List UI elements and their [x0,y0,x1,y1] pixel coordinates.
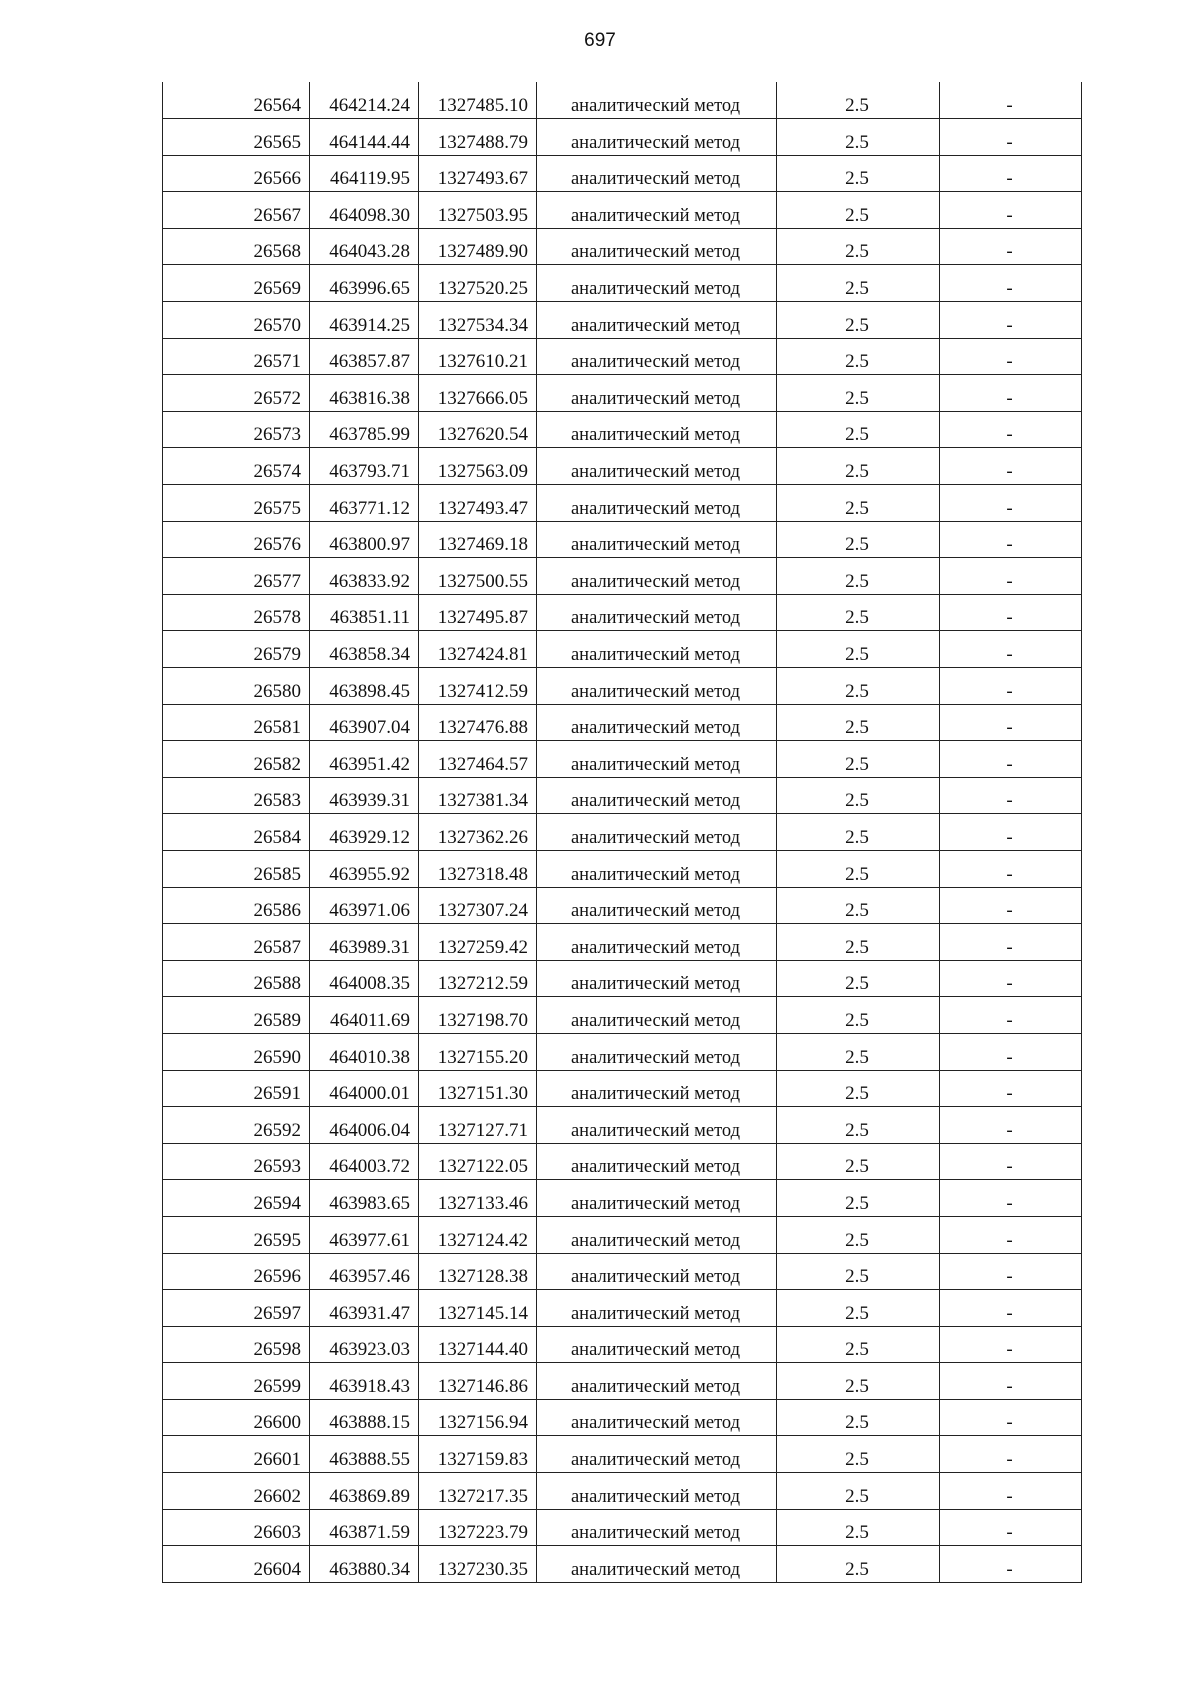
method-cell: аналитический метод [537,1326,777,1363]
method-cell: аналитический метод [537,155,777,192]
point-number-cell: 26580 [163,668,310,705]
note-cell: - [940,1143,1082,1180]
point-number-cell: 26564 [163,82,310,119]
x-coordinate-cell: 463939.31 [310,777,419,814]
x-coordinate-cell: 463888.15 [310,1399,419,1436]
table-row [163,1143,1082,1180]
table-row [163,668,1082,705]
method-cell: аналитический метод [537,814,777,851]
x-coordinate-cell: 464214.24 [310,82,419,119]
x-coordinate-cell: 464010.38 [310,1033,419,1070]
table-row [163,411,1082,448]
x-coordinate-cell: 463971.06 [310,887,419,924]
note-cell: - [940,1363,1082,1400]
accuracy-cell: 2.5 [777,850,940,887]
point-number-cell: 26598 [163,1326,310,1363]
table-row [163,1399,1082,1436]
point-number-cell: 26586 [163,887,310,924]
y-coordinate-cell: 1327230.35 [419,1546,537,1583]
table-row [163,777,1082,814]
accuracy-cell: 2.5 [777,960,940,997]
method-cell: аналитический метод [537,82,777,119]
point-number-cell: 26567 [163,192,310,229]
method-cell: аналитический метод [537,228,777,265]
y-coordinate-cell: 1327424.81 [419,631,537,668]
method-cell: аналитический метод [537,631,777,668]
point-number-cell: 26596 [163,1253,310,1290]
x-coordinate-cell: 463898.45 [310,668,419,705]
table-row [163,192,1082,229]
x-coordinate-cell: 463977.61 [310,1216,419,1253]
point-number-cell: 26590 [163,1033,310,1070]
x-coordinate-cell: 464006.04 [310,1107,419,1144]
point-number-cell: 26581 [163,704,310,741]
accuracy-cell: 2.5 [777,558,940,595]
accuracy-cell: 2.5 [777,814,940,851]
x-coordinate-cell: 464043.28 [310,228,419,265]
point-number-cell: 26591 [163,1070,310,1107]
note-cell: - [940,228,1082,265]
y-coordinate-cell: 1327362.26 [419,814,537,851]
point-number-cell: 26582 [163,741,310,778]
note-cell: - [940,887,1082,924]
y-coordinate-cell: 1327318.48 [419,850,537,887]
note-cell: - [940,924,1082,961]
y-coordinate-cell: 1327381.34 [419,777,537,814]
x-coordinate-cell: 463983.65 [310,1180,419,1217]
x-coordinate-cell: 463957.46 [310,1253,419,1290]
accuracy-cell: 2.5 [777,997,940,1034]
y-coordinate-cell: 1327223.79 [419,1509,537,1546]
table-row [163,1290,1082,1327]
method-cell: аналитический метод [537,558,777,595]
y-coordinate-cell: 1327156.94 [419,1399,537,1436]
accuracy-cell: 2.5 [777,1180,940,1217]
method-cell: аналитический метод [537,1253,777,1290]
table-row [163,741,1082,778]
note-cell: - [940,850,1082,887]
method-cell: аналитический метод [537,338,777,375]
accuracy-cell: 2.5 [777,668,940,705]
x-coordinate-cell: 464003.72 [310,1143,419,1180]
y-coordinate-cell: 1327620.54 [419,411,537,448]
y-coordinate-cell: 1327217.35 [419,1473,537,1510]
y-coordinate-cell: 1327198.70 [419,997,537,1034]
table-row [163,1326,1082,1363]
note-cell: - [940,814,1082,851]
method-cell: аналитический метод [537,1436,777,1473]
x-coordinate-cell: 464011.69 [310,997,419,1034]
note-cell: - [940,265,1082,302]
accuracy-cell: 2.5 [777,1399,940,1436]
y-coordinate-cell: 1327212.59 [419,960,537,997]
x-coordinate-cell: 463785.99 [310,411,419,448]
accuracy-cell: 2.5 [777,228,940,265]
point-number-cell: 26575 [163,485,310,522]
table-row [163,155,1082,192]
method-cell: аналитический метод [537,1107,777,1144]
note-cell: - [940,1290,1082,1327]
y-coordinate-cell: 1327610.21 [419,338,537,375]
note-cell: - [940,1546,1082,1583]
point-number-cell: 26602 [163,1473,310,1510]
accuracy-cell: 2.5 [777,192,940,229]
y-coordinate-cell: 1327666.05 [419,375,537,412]
method-cell: аналитический метод [537,1546,777,1583]
point-number-cell: 26571 [163,338,310,375]
y-coordinate-cell: 1327464.57 [419,741,537,778]
accuracy-cell: 2.5 [777,631,940,668]
table-row [163,997,1082,1034]
point-number-cell: 26579 [163,631,310,668]
y-coordinate-cell: 1327127.71 [419,1107,537,1144]
accuracy-cell: 2.5 [777,1070,940,1107]
method-cell: аналитический метод [537,850,777,887]
accuracy-cell: 2.5 [777,265,940,302]
point-number-cell: 26566 [163,155,310,192]
x-coordinate-cell: 463914.25 [310,302,419,339]
y-coordinate-cell: 1327133.46 [419,1180,537,1217]
method-cell: аналитический метод [537,960,777,997]
y-coordinate-cell: 1327412.59 [419,668,537,705]
note-cell: - [940,668,1082,705]
accuracy-cell: 2.5 [777,1143,940,1180]
accuracy-cell: 2.5 [777,1107,940,1144]
note-cell: - [940,119,1082,156]
accuracy-cell: 2.5 [777,1326,940,1363]
x-coordinate-cell: 463858.34 [310,631,419,668]
y-coordinate-cell: 1327159.83 [419,1436,537,1473]
y-coordinate-cell: 1327485.10 [419,82,537,119]
method-cell: аналитический метод [537,411,777,448]
y-coordinate-cell: 1327151.30 [419,1070,537,1107]
accuracy-cell: 2.5 [777,1363,940,1400]
x-coordinate-cell: 463869.89 [310,1473,419,1510]
table-row [163,228,1082,265]
note-cell: - [940,338,1082,375]
point-number-cell: 26569 [163,265,310,302]
x-coordinate-cell: 463996.65 [310,265,419,302]
note-cell: - [940,192,1082,229]
table-row [163,1070,1082,1107]
accuracy-cell: 2.5 [777,704,940,741]
accuracy-cell: 2.5 [777,1290,940,1327]
method-cell: аналитический метод [537,1399,777,1436]
x-coordinate-cell: 463880.34 [310,1546,419,1583]
point-number-cell: 26604 [163,1546,310,1583]
x-coordinate-cell: 463851.11 [310,594,419,631]
y-coordinate-cell: 1327469.18 [419,521,537,558]
accuracy-cell: 2.5 [777,1033,940,1070]
note-cell: - [940,558,1082,595]
note-cell: - [940,1107,1082,1144]
table-row [163,924,1082,961]
x-coordinate-cell: 463989.31 [310,924,419,961]
note-cell: - [940,521,1082,558]
table-row [163,82,1082,119]
table-row [163,448,1082,485]
method-cell: аналитический метод [537,485,777,522]
note-cell: - [940,777,1082,814]
y-coordinate-cell: 1327488.79 [419,119,537,156]
table-body [163,82,1082,1582]
x-coordinate-cell: 463931.47 [310,1290,419,1327]
table-row [163,1216,1082,1253]
accuracy-cell: 2.5 [777,521,940,558]
x-coordinate-cell: 463929.12 [310,814,419,851]
table-row [163,521,1082,558]
y-coordinate-cell: 1327563.09 [419,448,537,485]
method-cell: аналитический метод [537,1033,777,1070]
table-row [163,338,1082,375]
note-cell: - [940,1326,1082,1363]
x-coordinate-cell: 463955.92 [310,850,419,887]
method-cell: аналитический метод [537,1290,777,1327]
x-coordinate-cell: 463923.03 [310,1326,419,1363]
x-coordinate-cell: 463951.42 [310,741,419,778]
y-coordinate-cell: 1327145.14 [419,1290,537,1327]
note-cell: - [940,997,1082,1034]
x-coordinate-cell: 463771.12 [310,485,419,522]
method-cell: аналитический метод [537,521,777,558]
y-coordinate-cell: 1327493.67 [419,155,537,192]
x-coordinate-cell: 464098.30 [310,192,419,229]
y-coordinate-cell: 1327144.40 [419,1326,537,1363]
point-number-cell: 26603 [163,1509,310,1546]
method-cell: аналитический метод [537,704,777,741]
y-coordinate-cell: 1327128.38 [419,1253,537,1290]
table-row [163,1436,1082,1473]
point-number-cell: 26565 [163,119,310,156]
y-coordinate-cell: 1327489.90 [419,228,537,265]
note-cell: - [940,82,1082,119]
method-cell: аналитический метод [537,375,777,412]
note-cell: - [940,1216,1082,1253]
y-coordinate-cell: 1327493.47 [419,485,537,522]
x-coordinate-cell: 464008.35 [310,960,419,997]
note-cell: - [940,375,1082,412]
method-cell: аналитический метод [537,1473,777,1510]
accuracy-cell: 2.5 [777,411,940,448]
table-row [163,485,1082,522]
point-number-cell: 26577 [163,558,310,595]
method-cell: аналитический метод [537,997,777,1034]
y-coordinate-cell: 1327500.55 [419,558,537,595]
point-number-cell: 26576 [163,521,310,558]
note-cell: - [940,1253,1082,1290]
note-cell: - [940,1473,1082,1510]
table-row [163,850,1082,887]
point-number-cell: 26583 [163,777,310,814]
x-coordinate-cell: 463918.43 [310,1363,419,1400]
accuracy-cell: 2.5 [777,485,940,522]
accuracy-cell: 2.5 [777,155,940,192]
point-number-cell: 26573 [163,411,310,448]
accuracy-cell: 2.5 [777,302,940,339]
method-cell: аналитический метод [537,1509,777,1546]
point-number-cell: 26600 [163,1399,310,1436]
table-row [163,704,1082,741]
point-number-cell: 26570 [163,302,310,339]
table-row [163,1509,1082,1546]
table-row [163,1363,1082,1400]
note-cell: - [940,704,1082,741]
x-coordinate-cell: 463907.04 [310,704,419,741]
note-cell: - [940,1033,1082,1070]
method-cell: аналитический метод [537,448,777,485]
note-cell: - [940,1436,1082,1473]
note-cell: - [940,594,1082,631]
point-number-cell: 26592 [163,1107,310,1144]
table-row [163,1253,1082,1290]
point-number-cell: 26584 [163,814,310,851]
table-row [163,960,1082,997]
accuracy-cell: 2.5 [777,594,940,631]
accuracy-cell: 2.5 [777,1216,940,1253]
x-coordinate-cell: 463800.97 [310,521,419,558]
accuracy-cell: 2.5 [777,1253,940,1290]
table-row [163,265,1082,302]
accuracy-cell: 2.5 [777,777,940,814]
accuracy-cell: 2.5 [777,82,940,119]
accuracy-cell: 2.5 [777,375,940,412]
x-coordinate-cell: 464144.44 [310,119,419,156]
method-cell: аналитический метод [537,1070,777,1107]
method-cell: аналитический метод [537,1180,777,1217]
y-coordinate-cell: 1327476.88 [419,704,537,741]
y-coordinate-cell: 1327259.42 [419,924,537,961]
accuracy-cell: 2.5 [777,924,940,961]
point-number-cell: 26572 [163,375,310,412]
accuracy-cell: 2.5 [777,1509,940,1546]
method-cell: аналитический метод [537,119,777,156]
point-number-cell: 26588 [163,960,310,997]
x-coordinate-cell: 463857.87 [310,338,419,375]
accuracy-cell: 2.5 [777,119,940,156]
y-coordinate-cell: 1327155.20 [419,1033,537,1070]
accuracy-cell: 2.5 [777,741,940,778]
note-cell: - [940,1070,1082,1107]
point-number-cell: 26601 [163,1436,310,1473]
method-cell: аналитический метод [537,741,777,778]
x-coordinate-cell: 463793.71 [310,448,419,485]
note-cell: - [940,1509,1082,1546]
y-coordinate-cell: 1327146.86 [419,1363,537,1400]
table-row [163,1033,1082,1070]
point-number-cell: 26568 [163,228,310,265]
point-number-cell: 26595 [163,1216,310,1253]
point-number-cell: 26585 [163,850,310,887]
table-row [163,814,1082,851]
accuracy-cell: 2.5 [777,887,940,924]
table-row [163,558,1082,595]
table-row [163,1180,1082,1217]
point-number-cell: 26589 [163,997,310,1034]
note-cell: - [940,960,1082,997]
x-coordinate-cell: 463871.59 [310,1509,419,1546]
y-coordinate-cell: 1327534.34 [419,302,537,339]
coordinates-table [162,82,1082,1583]
x-coordinate-cell: 463888.55 [310,1436,419,1473]
table-row [163,1107,1082,1144]
note-cell: - [940,302,1082,339]
note-cell: - [940,741,1082,778]
method-cell: аналитический метод [537,1143,777,1180]
table-row [163,887,1082,924]
method-cell: аналитический метод [537,924,777,961]
table-row [163,1473,1082,1510]
accuracy-cell: 2.5 [777,338,940,375]
point-number-cell: 26578 [163,594,310,631]
x-coordinate-cell: 464119.95 [310,155,419,192]
y-coordinate-cell: 1327124.42 [419,1216,537,1253]
table-row [163,375,1082,412]
method-cell: аналитический метод [537,594,777,631]
method-cell: аналитический метод [537,1216,777,1253]
note-cell: - [940,1399,1082,1436]
note-cell: - [940,485,1082,522]
accuracy-cell: 2.5 [777,448,940,485]
point-number-cell: 26574 [163,448,310,485]
note-cell: - [940,448,1082,485]
y-coordinate-cell: 1327503.95 [419,192,537,229]
x-coordinate-cell: 464000.01 [310,1070,419,1107]
y-coordinate-cell: 1327307.24 [419,887,537,924]
table-row [163,594,1082,631]
table-row [163,119,1082,156]
x-coordinate-cell: 463816.38 [310,375,419,412]
method-cell: аналитический метод [537,777,777,814]
table-row [163,302,1082,339]
method-cell: аналитический метод [537,192,777,229]
y-coordinate-cell: 1327495.87 [419,594,537,631]
note-cell: - [940,631,1082,668]
method-cell: аналитический метод [537,668,777,705]
table-row [163,631,1082,668]
method-cell: аналитический метод [537,265,777,302]
point-number-cell: 26593 [163,1143,310,1180]
method-cell: аналитический метод [537,1363,777,1400]
y-coordinate-cell: 1327520.25 [419,265,537,302]
table-row [163,1546,1082,1583]
note-cell: - [940,155,1082,192]
y-coordinate-cell: 1327122.05 [419,1143,537,1180]
point-number-cell: 26587 [163,924,310,961]
point-number-cell: 26597 [163,1290,310,1327]
method-cell: аналитический метод [537,302,777,339]
point-number-cell: 26594 [163,1180,310,1217]
note-cell: - [940,1180,1082,1217]
accuracy-cell: 2.5 [777,1546,940,1583]
page-number: 697 [584,30,616,51]
accuracy-cell: 2.5 [777,1436,940,1473]
point-number-cell: 26599 [163,1363,310,1400]
method-cell: аналитический метод [537,887,777,924]
note-cell: - [940,411,1082,448]
accuracy-cell: 2.5 [777,1473,940,1510]
x-coordinate-cell: 463833.92 [310,558,419,595]
